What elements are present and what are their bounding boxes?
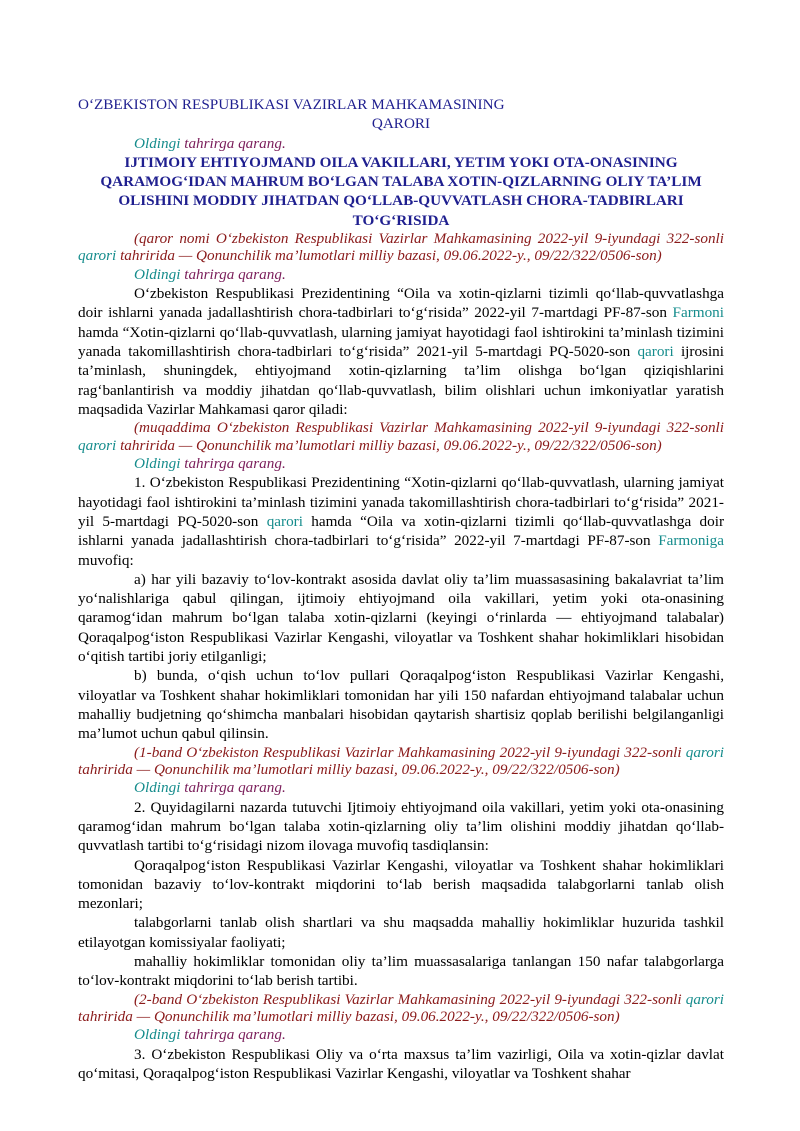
edition-link-prefix[interactable]: Oldingi [134, 455, 181, 473]
edition-link-suffix[interactable]: tahrirga qarang. [184, 134, 286, 152]
previous-edition-link[interactable] [78, 454, 724, 473]
document-type: QARORI [371, 115, 431, 133]
edition-link-prefix[interactable]: Oldingi [134, 265, 181, 283]
qaror-link[interactable]: qarori [685, 990, 724, 1008]
previous-edition-link[interactable] [78, 265, 724, 284]
qaror-link[interactable]: qarori [685, 743, 724, 761]
farmon-link[interactable]: Farmoni [672, 304, 724, 322]
paragraph-text: muvofiq: [78, 551, 134, 569]
edition-link-prefix[interactable]: Oldingi [134, 779, 181, 797]
qaror-link[interactable]: qarori [78, 247, 117, 265]
item-1-subitem-b: b) bunda, o‘qish uchun to‘lov pullari Qoraqalpog‘iston Respublikasi Vazirlar Kengashi, viloyatlar va Toshkent shahar hokimliklari tomonidan har yili 150 nafardan ehtiyojmand talabalar uchun mahalliy budjetning qo‘shimcha manbalari hisobidan qaytarish shartisiz qoplab berilishi belgilanganligi ma’lumot uchun qabul qilinsin. [78, 667, 724, 743]
edition-link-prefix[interactable]: Oldingi [134, 134, 181, 152]
edition-link-suffix[interactable]: tahrirga qarang. [184, 265, 286, 283]
qaror-link[interactable]: qarori [78, 436, 117, 454]
issuer-name: O‘ZBEKISTON RESPUBLIKASI VAZIRLAR MAHKAMASINING [78, 96, 505, 113]
qaror-link[interactable]: qarori [266, 512, 303, 530]
item-2-point: mahalliy hokimliklar tomonidan oliy ta’lim muassasalariga tanlangan 150 nafar talabgorlarga to‘lov-kontrakt miqdorini to‘lab berish tartibi. [78, 953, 724, 990]
qaror-link[interactable]: qarori [637, 343, 674, 361]
item-2-paragraph: 2. Quyidagilarni nazarda tutuvchi Ijtimoiy ehtiyojmand oila vakillari, yetim yoki ota-onasining qaramog‘idan mahrum bo‘lgan talaba xotin-qizlarning oliy ta’lim olishini moddiy jihatdan qo‘llab-quvvatlash tartibi to‘g‘risidagi nizom ilovaga muvofiq tasdiqlansin: [78, 798, 724, 855]
item-1-subitem-a: a) har yili bazaviy to‘lov-kontrakt asosida davlat oliy ta’lim muassasasining bakalavriat ta’lim yo‘nalishlariga qabul qilingan, ijtimoiy ehtiyojmand oila vakillari, yetim yoki ota-onasining qaramog‘idan mahrum bo‘lgan talaba xotin-qizlarni (keyingi o‘rinlarda — ehtiyojmand talabalar) Qoraqalpog‘iston Respublikasi Vazirlar Kengashi, viloyatlar va Toshkent shahar hokimliklari hisobidan o‘qitish tartibi joriy etilganligi; [78, 570, 724, 666]
document-title: IJTIMOIY EHTIYOJMAND OILA VAKILLARI, YETIM YOKI OTA-ONASINING QARAMOG‘IDAN MAHRUM BO‘LGAN TALABA XOTIN-QIZLARNING OLIY TA’LIM OLISHINI MODDIY JIHATDAN QO‘LLAB-QUVVATLASH CHORA-TADBIRLARI TO‘G‘RISIDA [100, 153, 702, 229]
edition-link-prefix[interactable]: Oldingi [134, 1026, 181, 1044]
note-text: (2-band O‘zbekiston Respublikasi Vazirlar Mahkamasining 2022-yil 9-iyundagi 322-sonli [134, 990, 686, 1008]
preamble-amendment-note [78, 419, 724, 454]
paragraph-text: ijrosini ta’minlash, shuningdek, ehtiyojmand xotin-qizlarning ta’lim olishga bo‘lgan qiziqishlarini rag‘banlantirish va moddiy jihatdan qo‘llab-quvvatlash, bilim olishlari uchun imkoniyatlar yaratish maqsadida Vazirlar Mahkamasi qaror qiladi: [78, 343, 724, 418]
edition-link-suffix[interactable]: tahrirga qarang. [184, 455, 286, 473]
item-1-paragraph [78, 473, 724, 569]
note-text: tahririda — Qonunchilik ma’lumotlari milliy bazasi, 09.06.2022-y., 09/22/322/0506-son) [116, 436, 662, 454]
preamble-paragraph [78, 284, 724, 419]
edition-link-suffix[interactable]: tahrirga qarang. [184, 779, 286, 797]
note-text: tahririda — Qonunchilik ma’lumotlari milliy bazasi, 09.06.2022-y., 09/22/322/0506-son) [78, 1008, 620, 1026]
note-text: (qaror nomi O‘zbekiston Respublikasi Vazirlar Mahkamasining 2022-yil 9-iyundagi 322-sonli [134, 230, 724, 248]
note-text: (muqaddima O‘zbekiston Respublikasi Vazirlar Mahkamasining 2022-yil 9-iyundagi 322-sonli [134, 419, 724, 437]
note-text: tahririda — Qonunchilik ma’lumotlari milliy bazasi, 09.06.2022-y., 09/22/322/0506-son) [116, 247, 662, 265]
item-3-paragraph: 3. O‘zbekiston Respublikasi Oliy va o‘rta maxsus ta’lim vazirligi, Oila va xotin-qizlar davlat qo‘mitasi, Qoraqalpog‘iston Respublikasi Vazirlar Kengashi, viloyatlar va Toshkent shahar [78, 1045, 724, 1083]
item-1-amendment-note [78, 744, 724, 779]
previous-edition-link[interactable] [78, 134, 724, 153]
note-text: tahririda — Qonunchilik ma’lumotlari milliy bazasi, 09.06.2022-y., 09/22/322/0506-son) [78, 760, 620, 778]
note-text: (1-band O‘zbekiston Respublikasi Vazirlar Mahkamasining 2022-yil 9-iyundagi 322-sonli [134, 743, 686, 761]
title-amendment-note [78, 230, 724, 265]
item-2-point: talabgorlarni tanlab olish shartlari va shu maqsadda mahalliy hokimliklar huzurida tashkil etilayotgan komissiyalar faoliyati; [78, 914, 724, 951]
item-2-point: Qoraqalpog‘iston Respublikasi Vazirlar Kengashi, viloyatlar va Toshkent shahar hokimliklari tomonidan bazaviy to‘lov-kontrakt miqdorini to‘lab berish maqsadida talabgorlarni tanlab olish mezonlari; [78, 856, 724, 913]
paragraph-text: hamda “Oila va xotin-qizlarni tizimli qo‘llab-quvvatlashga doir ishlarni yanada jadallashtirish chora-tadbirlari to‘g‘risida” 2022-yil 7-martdagi PF-87-son [78, 512, 725, 550]
previous-edition-link[interactable] [78, 1025, 724, 1044]
farmon-link[interactable]: Farmoniga [658, 532, 724, 550]
paragraph-text: 1. O‘zbekiston Respublikasi Prezidentining “Xotin-qizlarni qo‘llab-quvvatlash, ularning jamiyat hayotidagi faol ishtirokini ta’minlash tizimini yanada takomillashtirish chora-tadbirlari to‘g‘risida” 2021-yil 5-martdagi PQ-5020-son [78, 474, 724, 530]
paragraph-text: O‘zbekiston Respublikasi Prezidentining “Oila va xotin-qizlarni tizimli qo‘llab-quvvatlashga doir ishlarni yanada jadallashtirish chora-tadbirlari to‘g‘risida” 2022-yil 7-martdagi PF-87-son [78, 285, 724, 322]
previous-edition-link[interactable] [78, 778, 724, 797]
edition-link-suffix[interactable]: tahrirga qarang. [184, 1026, 286, 1044]
paragraph-text: hamda “Xotin-qizlarni qo‘llab-quvvatlash, ularning jamiyat hayotidagi faol ishtirokini ta’minlash tizimini yanada takomillashtirish chora-tadbirlari to‘g‘risida” 2021-yil 5-martdagi PQ-5020-son [78, 323, 724, 361]
item-2-amendment-note [78, 991, 724, 1026]
